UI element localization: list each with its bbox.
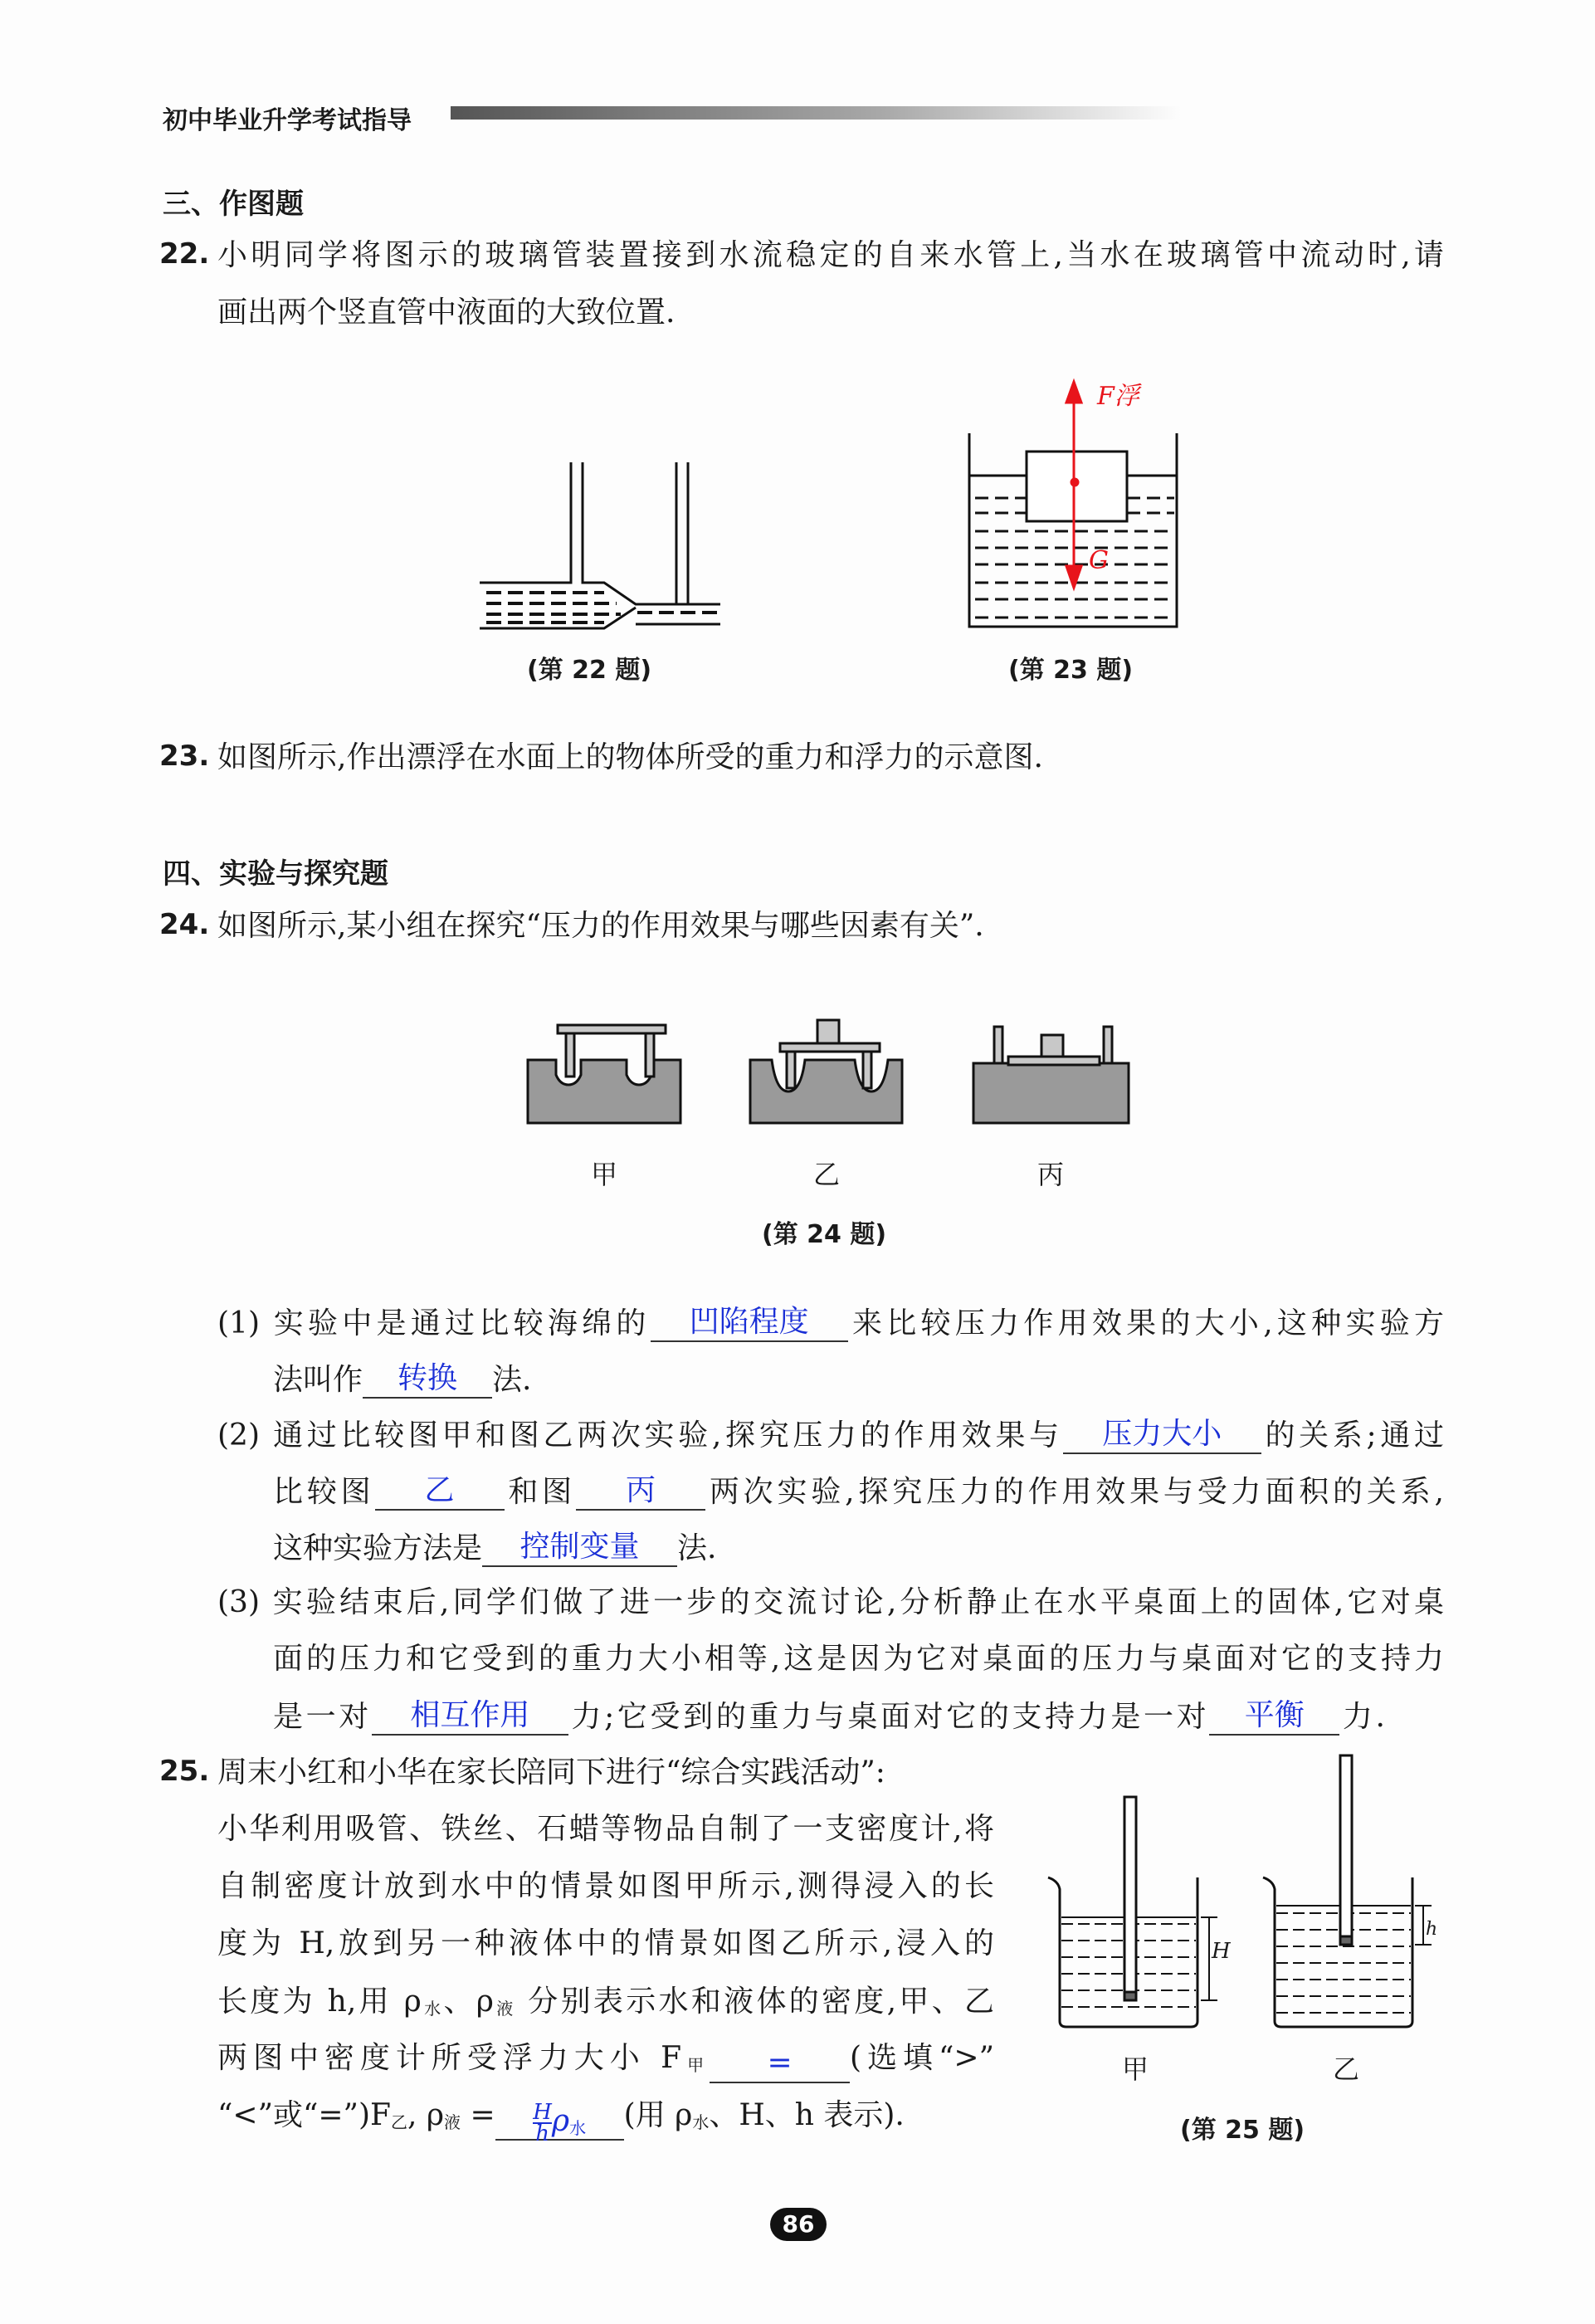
figure-label: 乙: [813, 1159, 841, 1190]
fraction: [533, 2102, 552, 2144]
question-text: 小明同学将图示的玻璃管装置接到水流稳定的自来水管上,当水在玻璃管中流动时,请: [217, 238, 1444, 272]
subscript: 乙: [390, 2112, 407, 2132]
figure-25-densimeters: [1041, 1751, 1432, 2034]
answer-blank[interactable]: 转换: [363, 1360, 492, 1399]
subquestion-3: (3) 实验结束后,同学们做了进一步的交流讨论,分析静止在水平桌面上的固体,它对桌: [217, 1585, 1444, 1619]
question-number: 22.: [159, 237, 210, 271]
text: 法叫作: [273, 1363, 363, 1397]
question-text: [217, 1984, 994, 2027]
subquestion-3-cont: [273, 1697, 1385, 1736]
text: 来比较压力作用效果的大小,这种实验方: [847, 1306, 1444, 1340]
answer-blank[interactable]: 控制变量: [482, 1529, 677, 1567]
text: 两图中密度计所受浮力大小 F: [217, 2041, 682, 2075]
text: =: [461, 2098, 495, 2132]
subscript: 水: [692, 2112, 710, 2132]
header-gradient-bar: [451, 106, 1181, 120]
answer-blank[interactable]: 压力大小: [1063, 1416, 1261, 1454]
denominator: h: [535, 2121, 549, 2146]
subscript: 液: [493, 1999, 516, 2019]
answer-blank[interactable]: 平衡: [1209, 1697, 1339, 1736]
text: (选填“>”: [850, 2041, 994, 2075]
book-title: 初中毕业升学考试指导: [163, 106, 412, 135]
dimension-label-H: H: [1212, 1939, 1231, 1964]
answer-blank[interactable]: 丙: [576, 1472, 705, 1511]
figure-label: 乙: [1333, 2053, 1360, 2085]
section-title: 四、实验与探究题: [163, 857, 388, 891]
text: 这种实验方法是: [273, 1531, 483, 1565]
figure-23-floating-block: [963, 374, 1187, 635]
figure-caption: (第 24 题): [762, 1220, 887, 1249]
text: (用 ρ: [623, 2098, 693, 2132]
figure-22-glass-tube: [480, 458, 720, 632]
text: “<”或“=”)F: [217, 2098, 391, 2132]
figure-label: 甲: [1122, 2053, 1149, 2085]
text: 比较图: [273, 1475, 375, 1509]
figure-caption: (第 25 题): [1180, 2116, 1305, 2145]
page-number: 86: [770, 2208, 827, 2241]
text: 法.: [677, 1531, 717, 1565]
text: , ρ: [407, 2098, 445, 2132]
answer-blank[interactable]: 凹陷程度: [651, 1304, 848, 1342]
question-text: [217, 2097, 905, 2146]
subquestion-1: [217, 1304, 1444, 1342]
text: 法.: [492, 1363, 532, 1397]
answer-blank-formula[interactable]: [495, 2100, 624, 2146]
question-text: 小华利用吸管、铁丝、石蜡等物品自制了一支密度计,将: [217, 1812, 994, 1846]
text: (1) 实验中是通过比较海绵的: [217, 1306, 651, 1340]
force-label-buoyancy: F浮: [1097, 382, 1139, 411]
question-number: 23.: [159, 740, 210, 773]
question-number: 24.: [159, 908, 210, 941]
force-label-gravity: G: [1089, 546, 1109, 575]
text: 、H、h 表示).: [709, 2098, 905, 2132]
text: 和图: [504, 1475, 576, 1509]
text: 两次实验,探究压力的作用效果与受力面积的关系,: [705, 1475, 1444, 1509]
answer-blank[interactable]: 乙: [375, 1472, 505, 1511]
figure-caption: (第 22 题): [527, 656, 652, 685]
subquestion-3-cont: 面的压力和它受到的重力大小相等,这是因为它对桌面的压力与桌面对它的支持力: [273, 1642, 1444, 1676]
question-text: [217, 2040, 994, 2083]
question-number: 25.: [159, 1755, 210, 1788]
question-text: 周末小红和小华在家长陪同下进行“综合实践活动”:: [217, 1755, 885, 1789]
figure-label: 丙: [1037, 1159, 1065, 1190]
subquestion-2: [217, 1416, 1444, 1454]
figure-24-sponges: [523, 1008, 1137, 1129]
subscript: 液: [444, 2112, 461, 2132]
dimension-label-h: h: [1426, 1919, 1438, 1940]
subquestion-2-cont: [273, 1529, 716, 1567]
subquestion-1-cont: [273, 1360, 531, 1399]
question-text: 度为 H,放到另一种液体中的情景如图乙所示,浸入的: [217, 1926, 994, 1960]
subscript: 水: [421, 1999, 444, 2019]
text: 分别表示水和液体的密度,甲、乙: [515, 1985, 995, 2019]
rho: ρ: [551, 2104, 570, 2138]
text: 力.: [1339, 1700, 1385, 1734]
answer-blank[interactable]: =: [710, 2045, 850, 2083]
text: 是一对: [273, 1700, 372, 1734]
text: 长度为 h,用 ρ: [217, 1985, 422, 2019]
question-text: 自制密度计放到水中的情景如图甲所示,测得浸入的长: [217, 1869, 994, 1903]
figure-label: 甲: [591, 1159, 618, 1190]
question-text: 如图所示,作出漂浮在水面上的物体所受的重力和浮力的示意图.: [217, 740, 1043, 774]
section-title: 三、作图题: [163, 188, 304, 221]
answer-blank[interactable]: 相互作用: [372, 1697, 568, 1736]
text: 、ρ: [443, 1985, 494, 2019]
subquestion-2-cont: [273, 1472, 1444, 1511]
subscript: 甲: [681, 2055, 710, 2075]
figure-caption: (第 23 题): [1008, 656, 1134, 685]
subscript: 水: [569, 2118, 587, 2138]
text: 的关系;通过: [1261, 1418, 1444, 1452]
text: 力;它受到的重力与桌面对它的支持力是一对: [568, 1700, 1210, 1734]
question-text: 画出两个竖直管中液面的大致位置.: [217, 295, 676, 330]
question-text: 如图所示,某小组在探究“压力的作用效果与哪些因素有关”.: [217, 909, 984, 943]
numerator: H: [533, 2100, 552, 2125]
text: (2) 通过比较图甲和图乙两次实验,探究压力的作用效果与: [217, 1418, 1063, 1452]
